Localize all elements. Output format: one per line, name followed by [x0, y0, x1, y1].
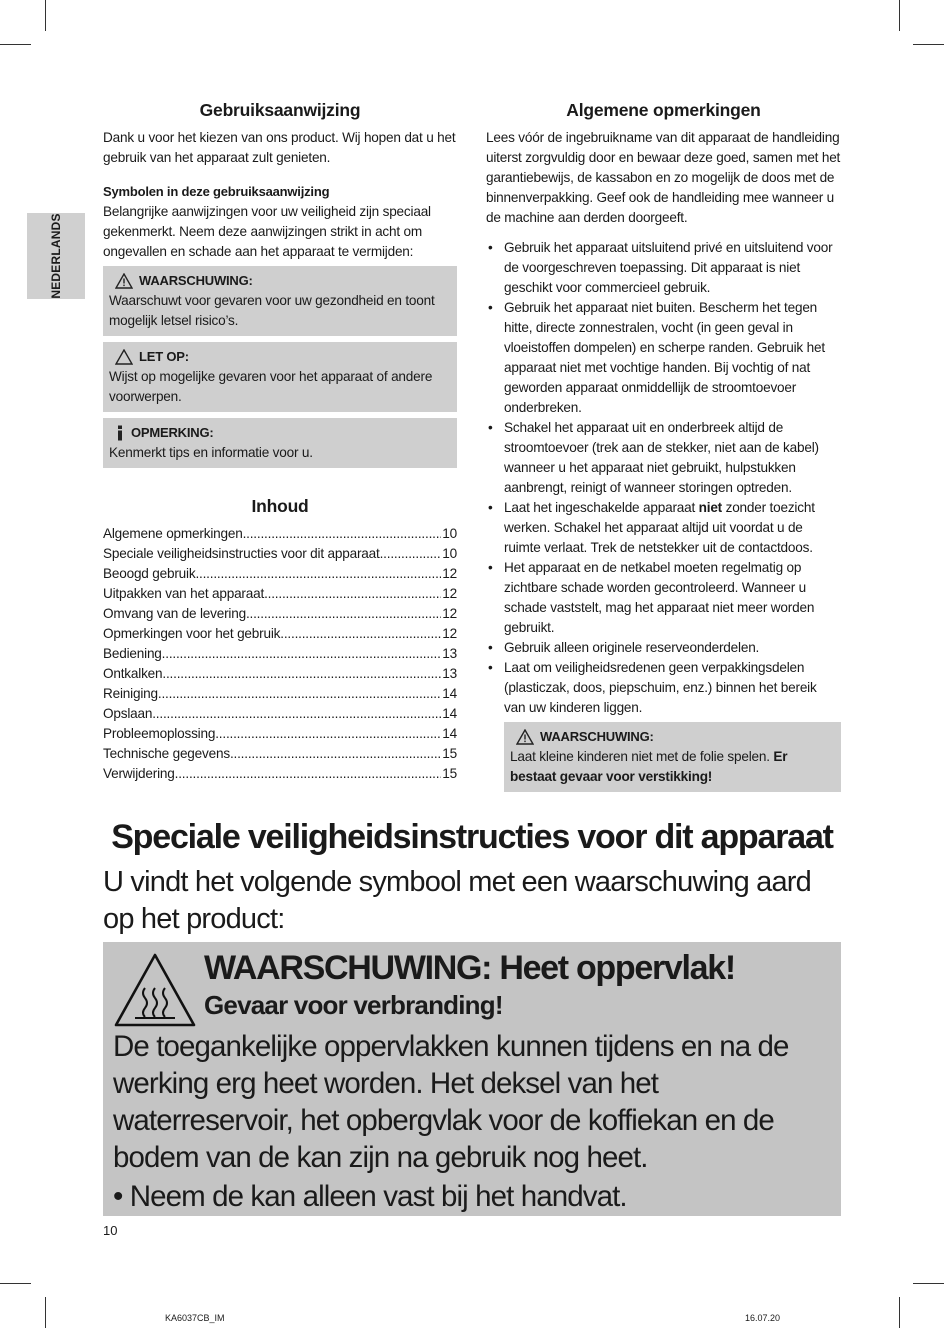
toc-leader-dots: [246, 604, 441, 624]
crop-mark: [45, 1297, 46, 1328]
intro-paragraph: Dank u voor het kiezen van ons product. Wij hopen dat u het gebruik van het apparaat zult genieten.: [103, 130, 456, 165]
list-item: [486, 418, 841, 498]
list-item: [486, 558, 841, 638]
crop-mark: [913, 44, 944, 45]
hot-surface-bullet: • Neem de kan alleen vast bij het handvat.: [113, 1180, 627, 1213]
toc-entry-page: 14: [442, 706, 457, 721]
toc-entry-page: 15: [442, 746, 457, 761]
language-label: NEDERLANDS: [49, 213, 63, 299]
toc-entry-title: Opslaan: [103, 706, 153, 721]
toc-leader-dots: [380, 544, 442, 564]
toc-entry: [103, 604, 457, 624]
toc-entry-title: Opmerkingen voor het gebruik: [103, 626, 281, 641]
toc-leader-dots: [158, 684, 441, 704]
toc-entry-page: 14: [442, 686, 457, 701]
toc-entry: [103, 564, 457, 584]
hot-surface-warning-box: [103, 942, 841, 1216]
general-notes-list: [486, 238, 841, 718]
toc-entry-title: Algemene opmerkingen: [103, 526, 243, 541]
toc-leader-dots: [230, 744, 441, 764]
safety-intro: U vindt het volgende symbool met een waarschuwing aard op het product:: [103, 866, 811, 935]
hot-surface-text: De toegankelijke oppervlakken kunnen tijdens en na de werking erg heet worden. Het deksel van het waterreservoir, het opbergvlak voor de koffiekan en de bodem van de kan zijn na gebruik nog heet.: [113, 1030, 789, 1174]
note-text: Waarschuwt voor gevaren voor uw gezondheid en toont mogelijk letsel risico’s.: [109, 293, 435, 328]
toc-entry-page: 12: [442, 586, 457, 601]
warning-bold-text: Er bestaat gevaar voor verstikking!: [510, 749, 788, 784]
note-text: Kenmerkt tips en informatie voor u.: [109, 445, 313, 460]
toc-entry: [103, 644, 457, 664]
right-column: [486, 98, 841, 792]
toc-entry-page: 14: [442, 726, 457, 741]
toc-entry-page: 13: [442, 666, 457, 681]
toc-entry: [103, 584, 457, 604]
info-note: [103, 418, 457, 468]
toc-title: Inhoud: [251, 496, 309, 516]
toc-leader-dots: [215, 724, 441, 744]
toc-entry: [103, 544, 457, 564]
toc-entry-title: Verwijdering: [103, 766, 175, 781]
toc-entry-title: Ontkalken: [103, 666, 163, 681]
toc-entry: [103, 724, 457, 744]
symbols-paragraph: Belangrijke aanwijzingen voor uw veiligheid zijn speciaal gekenmerkt. Neem deze aanwijzingen strikt in acht om ongevallen en schade aan het apparaat te vermijden:: [103, 204, 431, 259]
toc-entry-page: 13: [442, 646, 457, 661]
toc-entry-page: 15: [442, 766, 457, 781]
list-item: [486, 238, 841, 298]
toc-entry: [103, 684, 457, 704]
toc-entry-title: Bediening: [103, 646, 162, 661]
footer-file-name: KA6037CB_IM: [165, 1313, 225, 1323]
toc-entry-title: Omvang van de levering: [103, 606, 246, 621]
caution-note: [103, 342, 457, 412]
warning-triangle-icon: [115, 273, 133, 289]
info-icon: [115, 425, 125, 441]
toc-leader-dots: [264, 584, 441, 604]
list-item-text: zonder toezicht werken. Schakel het apparaat altijd uit voordat u de ruimte verlaat. Trek de netstekker uit de contactdoos.: [504, 500, 815, 555]
note-text: Wijst op mogelijke gevaren voor het apparaat of andere voorwerpen.: [109, 369, 433, 404]
list-item-text: Laat het ingeschakelde apparaat: [504, 500, 699, 515]
crop-mark: [899, 0, 900, 31]
list-item: [486, 498, 841, 558]
note-heading: WAARSCHUWING:: [540, 729, 654, 744]
crop-mark: [0, 1283, 31, 1284]
list-item-text: Schakel het apparaat uit en onderbreek altijd de stroomtoevoer (trek aan de stekker, niet aan de kabel) wanneer u het apparaat niet gebruikt, hulpstukken aanbrengt, reinigt of wanneer storingen optreden.: [504, 420, 819, 495]
table-of-contents: [103, 524, 457, 784]
crop-mark: [913, 1283, 944, 1284]
left-column: [103, 98, 457, 784]
toc-leader-dots: [280, 624, 441, 644]
list-item: [486, 638, 841, 658]
note-heading: WAARSCHUWING:: [139, 273, 253, 288]
note-heading: OPMERKING:: [131, 425, 214, 440]
toc-leader-dots: [243, 524, 442, 544]
list-item-text: Gebruik het apparaat niet buiten. Bescherm het tegen hitte, directe zonnestralen, vocht (in geen geval in vloeistoffen dompelen) en scherpe randen. Gebruik het apparaat niet met vochtige handen. Bij vochtig of nat geworden apparaat onmiddellijk de stroomtoevoer onderbreken.: [504, 300, 825, 415]
toc-entry: [103, 624, 457, 644]
list-item-emphasis: niet: [698, 500, 723, 515]
toc-entry-page: 12: [442, 626, 457, 641]
subheading: Symbolen in deze gebruiksaanwijzing: [103, 184, 330, 199]
toc-leader-dots: [195, 564, 441, 584]
page-number: 10: [103, 1223, 118, 1238]
toc-entry-title: Beoogd gebruik: [103, 566, 196, 581]
list-item-text: Het apparaat en de netkabel moeten regelmatig op zichtbare schade worden gecontroleerd. Wanneer u schade vaststelt, mag het apparaat niet meer worden gebruikt.: [504, 560, 815, 635]
toc-entry: [103, 704, 457, 724]
list-item-text: Gebruik het apparaat uitsluitend privé en uitsluitend voor de voorgeschreven toepassing. Dit apparaat is niet geschikt voor commercieel gebruik.: [504, 240, 833, 295]
toc-entry-page: 12: [442, 606, 457, 621]
note-text: [510, 747, 835, 787]
toc-entry: [103, 764, 457, 784]
burn-hazard-subtitle: Gevaar voor verbranding!: [204, 990, 503, 1020]
toc-entry-page: 10: [442, 526, 457, 541]
toc-entry-title: Speciale veiligheidsinstructies voor dit apparaat: [103, 546, 380, 561]
hot-surface-warning-icon: [113, 952, 197, 1028]
footer-date: 16.07.20: [745, 1313, 781, 1323]
language-tab: [27, 213, 85, 299]
toc-leader-dots: [162, 664, 441, 684]
toc-entry: [103, 524, 457, 544]
list-item-text: Gebruik alleen originele reserveonderdelen.: [504, 640, 760, 655]
toc-entry: [103, 664, 457, 684]
toc-leader-dots: [152, 704, 441, 724]
toc-entry-title: Technische gegevens: [103, 746, 230, 761]
note-heading: LET OP:: [139, 349, 189, 364]
warning-text: Laat kleine kinderen niet met de folie spelen.: [510, 749, 774, 764]
list-item: [486, 298, 841, 418]
intro-paragraph: Lees vóór de ingebruikname van dit apparaat de handleiding uiterst zorgvuldig door en bewaar deze goed, samen met het garantiebewijs, de kassabon en zo mogelijk de doos met de binnenverpakking. Geef ook de handleiding mee wanneer u de machine aan derden doorgeeft.: [486, 130, 841, 225]
crop-mark: [899, 1297, 900, 1328]
safety-title: Speciale veiligheidsinstructies voor dit apparaat: [111, 818, 833, 856]
toc-entry-page: 10: [442, 546, 457, 561]
list-item: [486, 658, 841, 718]
warning-note: [504, 722, 841, 792]
toc-leader-dots: [162, 644, 442, 664]
toc-leader-dots: [175, 764, 442, 784]
toc-entry-title: Reiniging: [103, 686, 158, 701]
list-item-text: Laat om veiligheidsredenen geen verpakkingsdelen (plasticzak, doos, piepschuim, enz.) binnen het bereik van uw kinderen liggen.: [504, 660, 817, 715]
toc-entry-page: 12: [442, 566, 457, 581]
toc-entry-title: Uitpakken van het apparaat: [103, 586, 265, 601]
warning-note: [103, 266, 457, 336]
hot-surface-title: WAARSCHUWING: Heet oppervlak!: [204, 949, 735, 987]
crop-mark: [0, 44, 31, 45]
warning-triangle-icon: [516, 729, 534, 745]
crop-mark: [45, 0, 46, 31]
caution-triangle-icon: [115, 349, 133, 365]
toc-entry-title: Probleemoplossing: [103, 726, 216, 741]
section-title: Algemene opmerkingen: [566, 100, 761, 120]
section-title: Gebruiksaanwijzing: [199, 100, 361, 120]
toc-entry: [103, 744, 457, 764]
